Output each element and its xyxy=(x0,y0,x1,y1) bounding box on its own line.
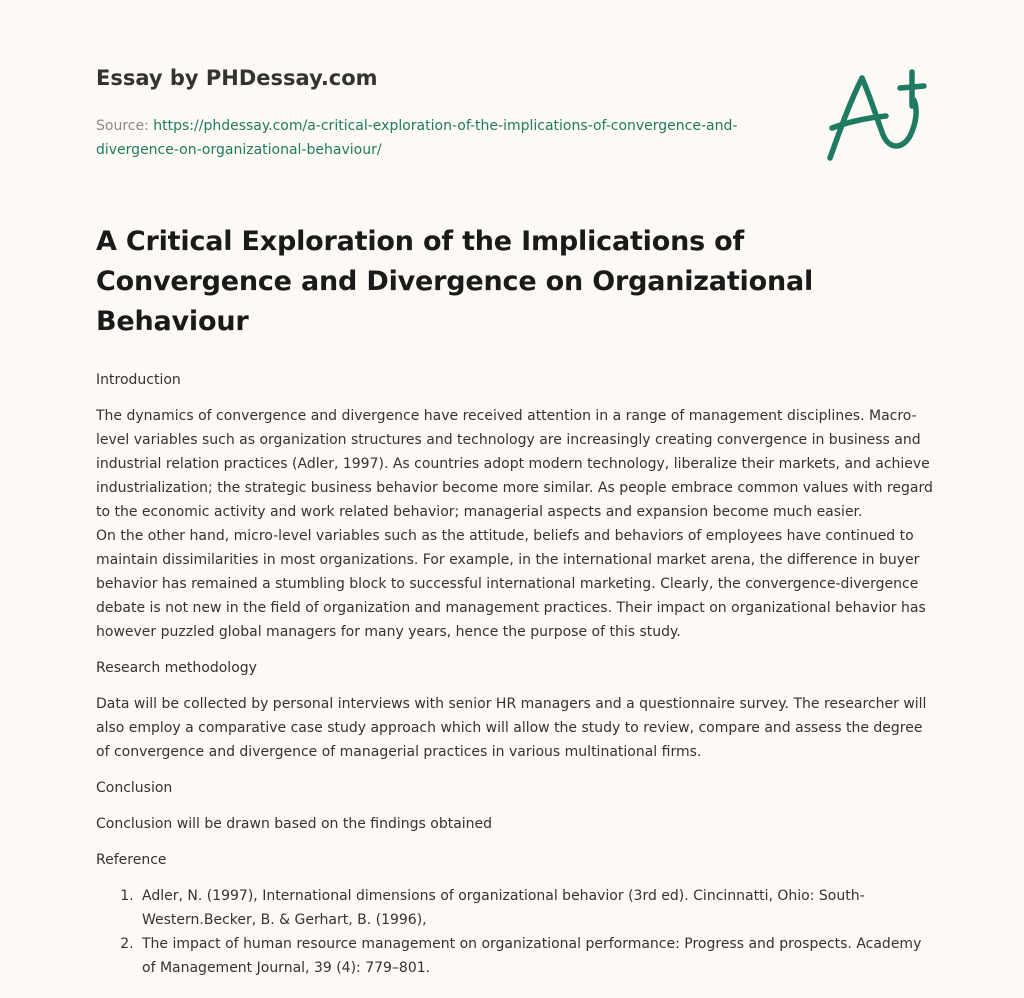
methodology-body xyxy=(96,692,936,764)
conclusion-body xyxy=(96,812,936,836)
a-plus-logo-icon xyxy=(824,66,928,166)
reference-item: 2. The impact of human resource management on organizational performance: Progress and prospects. Academy of Management Journal, 39 (4): 779–801. xyxy=(138,932,936,980)
section-heading-methodology: Research methodology xyxy=(96,660,257,676)
source-link[interactable]: https://phdessay.com/a-critical-exploration-of-the-implications-of-convergence-and-divergence-on-organizational-behaviour/ xyxy=(96,118,738,158)
article xyxy=(96,222,936,980)
section-heading-introduction: Introduction xyxy=(96,372,181,388)
reference-item: 1. Adler, N. (1997), International dimensions of organizational behavior (3rd ed). Cincinnatti, Ohio: South-Western.Becker, B. & Gerhart, B. (1996), xyxy=(138,884,936,932)
paragraph: On the other hand, micro-level variables such as the attitude, beliefs and behaviors of employees have continued to maintain dissimilarities in most organizations. For example, in the international market arena, the difference in buyer behavior has remained a stumbling block to successful international marketing. Clearly, the convergence-divergence debate is not new in the field of organization and management practices. Their impact on organizational behavior has however puzzled global managers for many years, hence the purpose of this study. xyxy=(96,528,926,640)
source-label: Source: xyxy=(96,118,149,134)
reference-list xyxy=(96,884,936,980)
source-line xyxy=(96,114,776,162)
paragraph: Conclusion will be drawn based on the findings obtained xyxy=(96,816,493,832)
site-brand: Essay by PHDessay.com xyxy=(96,66,378,90)
page-header xyxy=(96,62,796,162)
article-title: A Critical Exploration of the Implications of Convergence and Divergence on Organizational Behaviour xyxy=(96,226,814,337)
section-heading-reference: Reference xyxy=(96,852,167,868)
paragraph: Data will be collected by personal interviews with senior HR managers and a questionnaire survey. The researcher will also employ a comparative case study approach which will allow the study to review, compare and assess the degree of convergence and divergence of managerial practices in various multinational firms. xyxy=(96,696,927,760)
introduction-body xyxy=(96,404,936,644)
paragraph: The dynamics of convergence and divergence have received attention in a range of management disciplines. Macro-level variables such as organization structures and technology are increasingly creating convergence in business and industrial relation practices (Adler, 1997). As countries adopt modern technology, liberalize their markets, and achieve industrialization; the strategic business behavior become more similar. As people embrace common values with regard to the economic activity and work related behavior; managerial aspects and expansion become much easier. xyxy=(96,408,933,520)
section-heading-conclusion: Conclusion xyxy=(96,780,173,796)
